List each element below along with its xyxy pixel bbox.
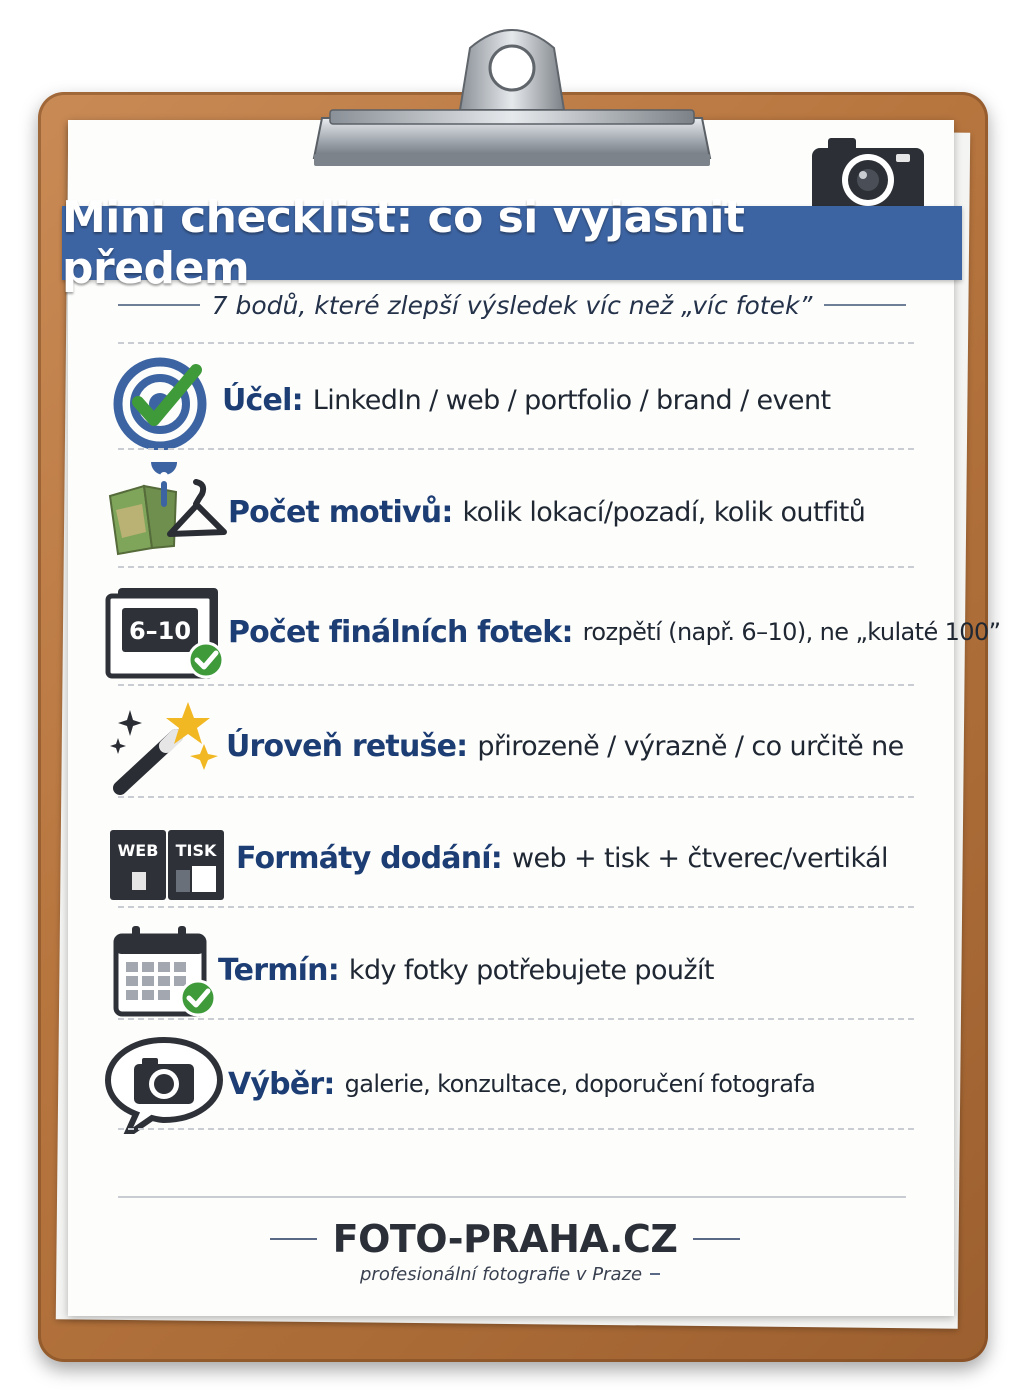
item-label: Počet finálních fotek: xyxy=(228,614,573,650)
divider xyxy=(118,1128,914,1130)
item-value: kolik lokací/pozadí, kolik outfitů xyxy=(462,496,866,528)
title-banner xyxy=(62,192,962,294)
subtitle-row xyxy=(118,284,906,326)
subtitle: 7 bodů, které zlepší výsledek víc než „víc fotek” xyxy=(211,290,813,320)
subtitle-line-right xyxy=(824,304,906,306)
divider xyxy=(118,796,914,798)
divider xyxy=(118,684,914,686)
checklist-item-text xyxy=(226,696,904,796)
camera-speech-icon xyxy=(104,1034,228,1134)
target-check-icon xyxy=(104,350,228,450)
map-hanger-icon xyxy=(104,462,228,562)
brand-name: FOTO-PRAHA.CZ xyxy=(332,1217,678,1261)
checklist-item-text xyxy=(228,582,1000,682)
subtitle-line-left xyxy=(118,304,200,306)
checklist-item-text xyxy=(228,462,865,562)
divider xyxy=(118,906,914,908)
calendar-check-icon xyxy=(104,920,228,1020)
item-value: LinkedIn / web / portfolio / brand / event xyxy=(312,384,831,416)
item-label: Výběr: xyxy=(228,1066,335,1102)
divider xyxy=(118,566,914,568)
item-value: rozpětí (např. 6–10), ne „kulaté 100” xyxy=(582,618,1001,646)
checklist-item-final-photos xyxy=(104,582,1001,682)
web-badge: WEB xyxy=(117,841,159,860)
checklist-item-purpose xyxy=(104,350,924,450)
brand-line-left xyxy=(270,1238,317,1240)
magic-wand-icon xyxy=(104,696,228,796)
checklist-item-text xyxy=(228,1034,815,1134)
brand-line-right xyxy=(693,1238,740,1240)
photo-count-badge: 6–10 xyxy=(128,617,192,645)
web-print-icon xyxy=(104,808,228,908)
photo-count-icon xyxy=(104,582,228,682)
checklist-item-formats xyxy=(104,808,924,908)
checklist-item-text xyxy=(218,920,714,1020)
divider xyxy=(118,342,914,344)
tagline-row xyxy=(360,1260,660,1288)
divider xyxy=(118,1018,914,1020)
checklist-item-deadline xyxy=(104,920,924,1020)
tagline-line xyxy=(650,1273,660,1275)
item-label: Úroveň retuše: xyxy=(226,728,468,764)
item-value: přirozeně / výrazně / co určitě ne xyxy=(477,730,904,762)
item-label: Počet motivů: xyxy=(228,494,453,530)
tisk-badge: TISK xyxy=(175,841,217,860)
item-value: kdy fotky potřebujete použít xyxy=(348,954,714,986)
item-value: galerie, konzultace, doporučení fotografa xyxy=(344,1070,816,1098)
checklist-item-selection xyxy=(104,1034,924,1134)
item-label: Účel: xyxy=(222,382,303,418)
clipboard-clip-icon xyxy=(300,18,724,178)
item-label: Formáty dodání: xyxy=(236,840,502,876)
item-value: web + tisk + čtverec/vertikál xyxy=(511,842,888,874)
checklist-item-text xyxy=(236,808,888,908)
brand-tagline: profesionální fotografie v Praze xyxy=(360,1263,643,1285)
footer-divider xyxy=(118,1196,906,1198)
checklist-item-motifs xyxy=(104,462,924,562)
checklist-item-text xyxy=(222,350,830,450)
brand-row xyxy=(270,1214,740,1264)
page-title: Mini checklist: co si vyjasnit předem xyxy=(62,192,745,294)
divider xyxy=(118,448,914,450)
item-label: Termín: xyxy=(218,952,339,988)
checklist-item-retouch xyxy=(104,696,924,796)
